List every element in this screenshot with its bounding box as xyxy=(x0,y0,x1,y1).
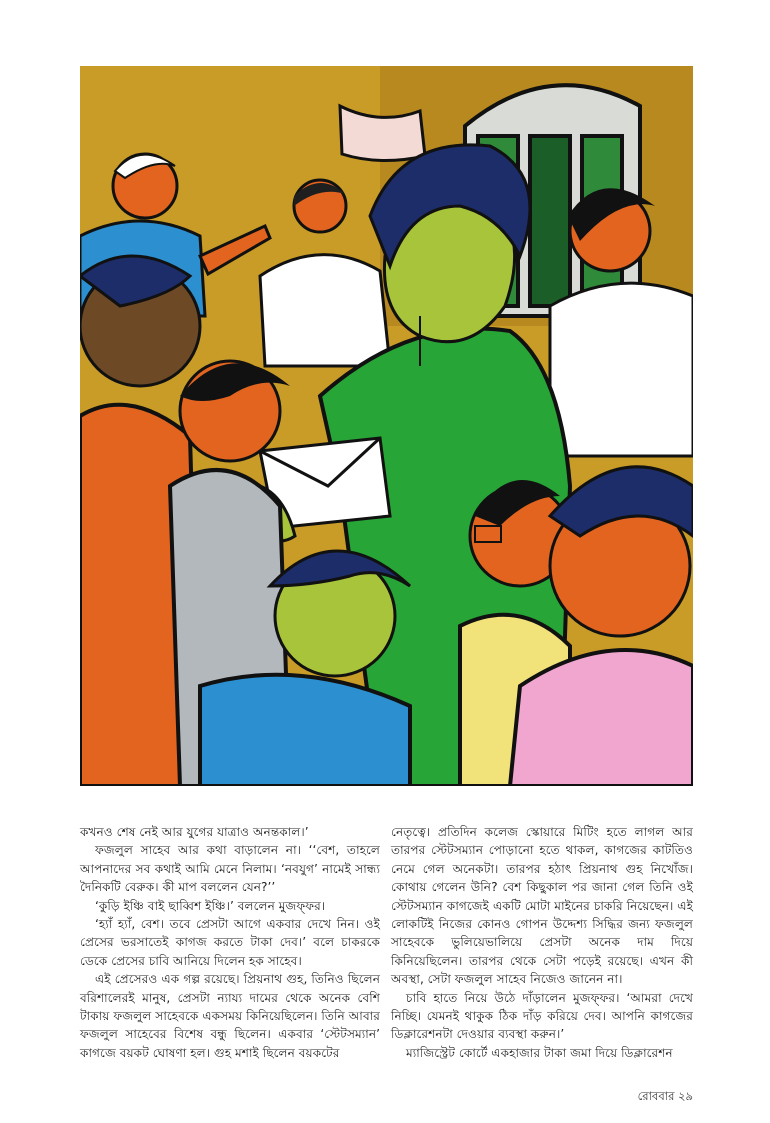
left-text-column xyxy=(80,823,380,1062)
page-footer: রোববার ২৯ xyxy=(637,1089,693,1103)
paragraph: ম্যাজিস্ট্রেট কোর্টে একহাজার টাকা জমা দিয়ে ডিক্লারেশন xyxy=(406,1045,673,1060)
right-text-column xyxy=(391,823,693,1062)
paragraph: চাবি হাতে নিয়ে উঠে দাঁড়ালেন মুজফ্ফর। ‘আমরা দেখে নিচ্ছি। যেমনই থাকুক ঠিক দাঁড় করিয়ে দেব। আপনি কাগজের ডিক্লারেশনটা দেওয়ার ব্যবস্থা করুন।’ xyxy=(391,990,693,1042)
magazine-illustration xyxy=(80,66,693,786)
paragraph: নেতৃত্বে। প্রতিদিন কলেজ স্কোয়ারে মিটিং হতে লাগল আর তারপর স্টেটসম্যান পোড়ানো হতে থাকল, কাগজের কাটতিও নেমে গেল অনেকটা। তারপর হঠাৎ প্রিয়নাথ গুহ নিখোঁজ। কোথায় গেলেন উনি? বেশ কিছুকাল পর জানা গেল তিনি ওই স্টেটসম্যান কাগজেই একটি মোটা মাইনের চাকরি নিয়েছেন। এই লোকটিই নিজের কোনও গোপন উদ্দেশ্য সিদ্ধির জন্য ফজলুল সাহেবকে ভুলিয়েভালিয়ে প্রেসটা অনেক দাম দিয়ে কিনিয়েছিলেন। তারপর থেকে সেটা পড়েই রয়েছে। এখন কী অবস্থা, সেটা ফজলুল সাহেব নিজেও জানেন না। xyxy=(391,825,693,987)
paragraph: ফজলুল সাহেব আর কথা বাড়ালেন না। ‘‘বেশ, তাহলে আপনাদের সব কথাই আমি মেনে নিলাম। ‘নবযুগ’ নামেই সান্ধ্য দৈনিকটি বেরুক। কী মাপ বললেন যেন?’’ xyxy=(80,843,380,895)
paragraph: ‘কুড়ি ইঞ্চি বাই ছাব্বিশ ইঞ্চি।’ বললেন মুজফ্ফর। xyxy=(95,898,326,913)
paragraph: ‘হ্যাঁ হ্যাঁ, বেশ। তবে প্রেসটা আগে একবার দেখে নিন। ওই প্রেসের ভরসাতেই কাগজ করতে টাকা দেব।’ বলে চাকরকে ডেকে প্রেসের চাবি আনিয়ে দিলেন হক সাহেব। xyxy=(80,917,380,968)
paragraph: কখনও শেষ নেই আর যুগের যাত্রাও অনন্তকাল।’ xyxy=(80,825,309,839)
paragraph: এই প্রেসেরও এক গল্প রয়েছে। প্রিয়নাথ গুহ, তিনিও ছিলেন বরিশালেরই মানুষ, প্রেসটা ন্যায্য দামের থেকে অনেক বেশি টাকায় ফজলুল সাহেবকে একসময় কিনিয়েছিলেন। তিনি আবার ফজলুল সাহেবের বিশেষ বন্ধু ছিলেন। একবার ‘স্টেটসম্যান’ কাগজে বয়কট ঘোষণা হল। গুহ মশাই ছিলেন বয়কটের xyxy=(80,972,380,1060)
